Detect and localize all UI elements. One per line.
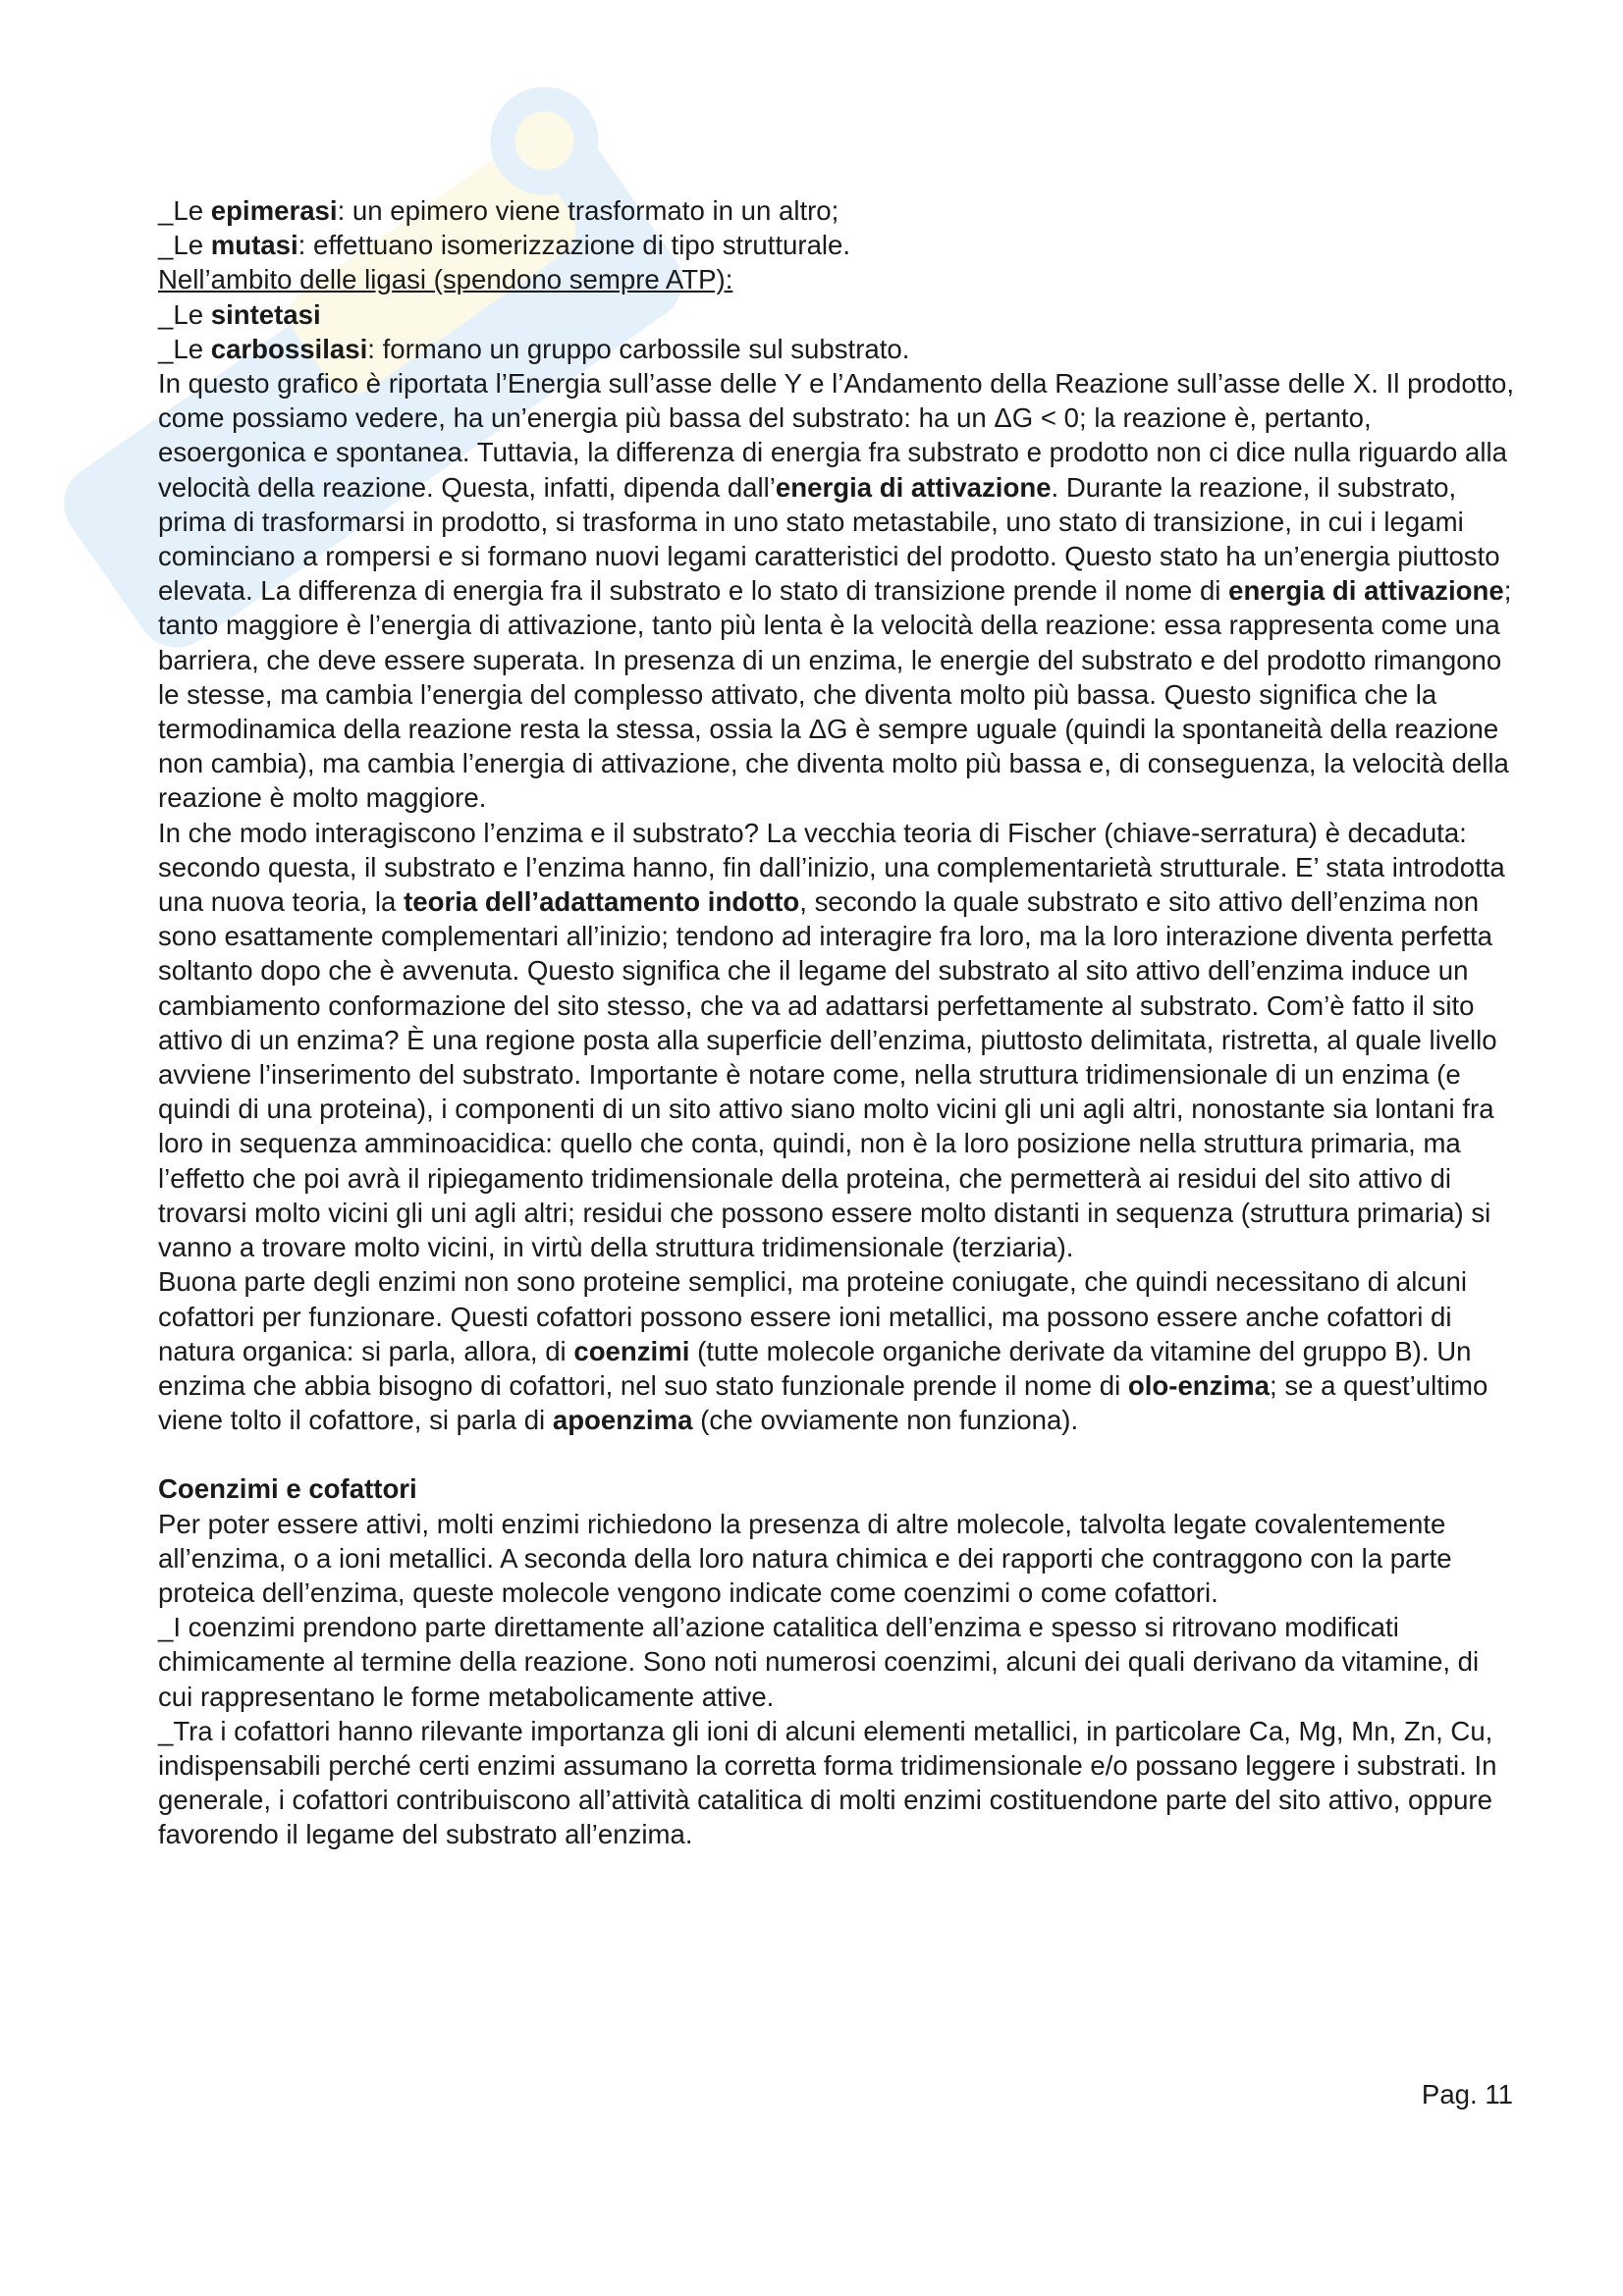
term-apoenzima: apoenzima bbox=[552, 1405, 693, 1436]
line-epimerasi bbox=[158, 193, 1515, 228]
text-run: _Le bbox=[158, 230, 211, 261]
text-run: Buona parte degli enzimi non sono proteine semplici, ma proteine coniugate, che quindi necessitano di alcuni cofattori per funzionare. Questi cofattori possono essere ioni metallici, ma possono essere anche cofattori di natura organica: si parla, allora, di bbox=[158, 1266, 1468, 1366]
term-epimerasi: epimerasi bbox=[210, 195, 338, 226]
ligasi-subheading: Nell’ambito delle ligasi (spendono sempre ATP): bbox=[158, 264, 733, 295]
text-run: , secondo la quale substrato e sito attivo dell’enzima non sono esattamente complementari all’inizio; tendono ad interagire fra loro, ma la loro interazione diventa perfetta soltanto dopo che è avvenuta. Questo significa che il legame del substrato al sito attivo dell’enzima induce un cambiamento conformazione del sito stesso, che va ad adattarsi perfettamente al substrato. Com’è fatto il sito attivo di un enzima? È una regione posta alla superficie dell’enzima, piuttosto delimitata, ristretta, al quale livello avviene l’inserimento del substrato. Importante è notare come, nella struttura tridimensionale di un enzima (e quindi di una proteina), i componenti di un sito attivo siano molto vicini gli uni agli altri, nonostante sia lontani fra loro in sequenza amminoacidica: quello che conta, quindi, non è la loro posizione nella struttura primaria, ma l’effetto che poi avrà il ripiegamento tridimensionale della proteina, che permetterà ai residui del sito attivo di trovarsi molto vicini gli uni agli altri; residui che possono essere molto distanti in sequenza (struttura primaria) si vanno a trovare molto vicini, in virtù della struttura tridimensionale (terziaria). bbox=[158, 886, 1497, 1263]
line-sintetasi bbox=[158, 297, 1515, 332]
text-run: (che ovviamente non funziona). bbox=[692, 1405, 1079, 1436]
paragraph-interazione bbox=[158, 816, 1515, 1265]
paragraph-spacer bbox=[158, 1437, 1515, 1471]
line-mutasi bbox=[158, 228, 1515, 262]
section-heading: Coenzimi e cofattori bbox=[158, 1473, 417, 1505]
watermark-dot-inner bbox=[504, 100, 586, 183]
text-run: ; se a quest’ultimo viene tolto il cofattore, si parla di bbox=[158, 1369, 1488, 1436]
term-energia-attivazione: energia di attivazione bbox=[775, 471, 1052, 503]
text-run: _Le bbox=[158, 298, 211, 330]
paragraph-section-3: _Tra i cofattori hanno rilevante importanza gli ioni di alcuni elementi metallici, in particolare Ca, Mg, Mn, Zn, Cu, indispensabili perché certi enzimi assumano la corretta forma tridimensionale e/o possano leggere i substrati. In generale, i cofattori contribuiscono all’attività catalitica di molti enzimi costituendone parte del sito attivo, oppure favorendo il legame del substrato all’enzima. bbox=[158, 1715, 1497, 1850]
paragraph-section-1: Per poter essere attivi, molti enzimi richiedono la presenza di altre molecole, talvolta legate covalentemente all’enzima, o a ioni metallici. A seconda della loro natura chimica e dei rapporti che contraggono con la parte proteica dell’enzima, queste molecole vengono indicate come coenzimi o come cofattori. bbox=[158, 1508, 1452, 1608]
term-carbossilasi: carbossilasi bbox=[210, 333, 368, 364]
term-mutasi: mutasi bbox=[210, 230, 298, 261]
term-energia-attivazione: energia di attivazione bbox=[1228, 575, 1504, 607]
term-sintetasi: sintetasi bbox=[210, 298, 321, 330]
text-run: . Durante la reazione, il substrato, prima di trasformarsi in prodotto, si trasforma in uno stato metastabile, uno stato di transizione, in cui i legami cominciano a rompersi e si formano nuovi legami caratteristici del prodotto. Questo stato ha un’energia piuttosto elevata. La differenza di energia fra il substrato e lo stato di transizione prende il nome di bbox=[158, 471, 1500, 607]
line-carbossilasi bbox=[158, 332, 1515, 366]
paragraph-energia bbox=[158, 366, 1515, 816]
paragraph-cofattori bbox=[158, 1264, 1515, 1437]
term-coenzimi: coenzimi bbox=[573, 1335, 690, 1366]
text-run: : effettuano isomerizzazione di tipo strutturale. bbox=[298, 230, 851, 261]
text-run: In questo grafico è riportata l’Energia sull’asse delle Y e l’Andamento della Reazione sull’asse delle X. Il prodotto, come possiamo vedere, ha un’energia più bassa del substrato: ha un ΔG < 0; la reazione è, pertanto, esoergonica e spontanea. Tuttavia, la differenza di energia fra substrato e prodotto non ci dice nulla riguardo alla velocità della reazione. Questa, infatti, dipenda dall’ bbox=[158, 368, 1515, 503]
page-body bbox=[158, 193, 1515, 1852]
term-adattamento-indotto: teoria dell’adattamento indotto bbox=[404, 886, 800, 918]
paragraph-section-2: _I coenzimi prendono parte direttamente all’azione catalitica dell’enzima e spesso si ritrovano modificati chimicamente al termine della reazione. Sono noti numerosi coenzimi, alcuni dei quali derivano da vitamine, di cui rappresentano le forme metabolicamente attive. bbox=[158, 1612, 1480, 1712]
text-run: _Le bbox=[158, 195, 211, 226]
text-run: _Le bbox=[158, 333, 211, 364]
text-run: ; tanto maggiore è l’energia di attivazione, tanto più lenta è la velocità della reazione: essa rappresenta come una barriera, che deve essere superata. In presenza di un enzima, le energie del substrato e del prodotto rimangono le stesse, ma cambia l’energia del complesso attivato, che diventa molto più bassa. Questo significa che la termodinamica della reazione resta la stessa, ossia la ΔG è sempre uguale (quindi la spontaneità della reazione non cambia), ma cambia l’energia di attivazione, che diventa molto più bassa e, di conseguenza, la velocità della reazione è molto maggiore. bbox=[158, 575, 1512, 814]
term-olo-enzima: olo-enzima bbox=[1127, 1369, 1270, 1401]
text-run: : un epimero viene trasformato in un altro; bbox=[337, 195, 839, 226]
text-run: : formano un gruppo carbossile sul substrato. bbox=[367, 333, 910, 364]
text-run: In che modo interagiscono l’enzima e il substrato? La vecchia teoria di Fischer (chiave-serratura) è decaduta: secondo questa, il substrato e l’enzima hanno, fin dall’inizio, una complementarietà strutturale. E’ stata introdotta una nuova teoria, la bbox=[158, 817, 1505, 918]
page-number: Pag. 11 bbox=[1421, 2079, 1513, 2109]
text-run: (tutte molecole organiche derivate da vitamine del gruppo B). Un enzima che abbia bisogno di cofattori, nel suo stato funzionale prende il nome di bbox=[158, 1335, 1472, 1401]
